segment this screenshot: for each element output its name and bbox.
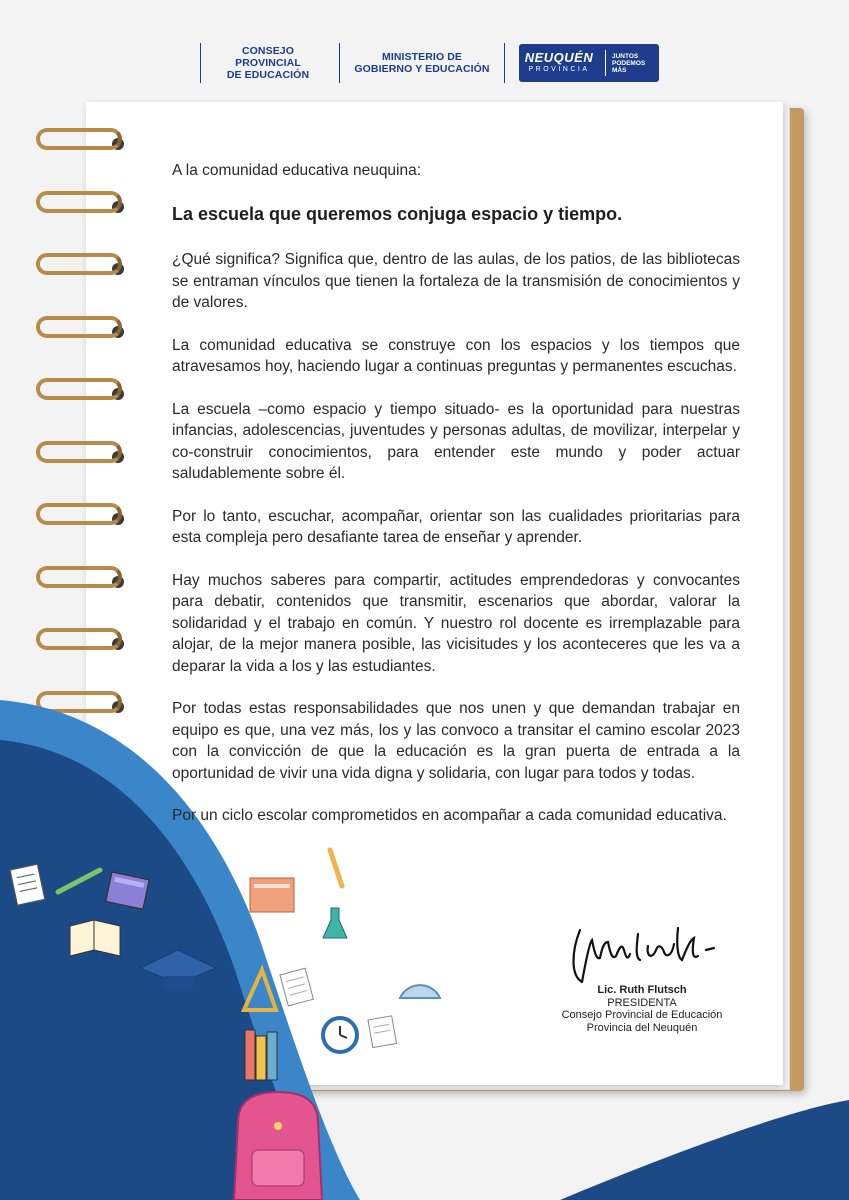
ring-loop (36, 253, 122, 275)
signer-role: PRESIDENTA (607, 996, 677, 1009)
spiral-ring (36, 253, 126, 283)
books-icon (245, 1030, 277, 1080)
spiral-ring (36, 316, 126, 346)
signer-org: Consejo Provincial de Educación (561, 1009, 723, 1021)
ring-loop (36, 628, 122, 650)
brand-slogan (612, 53, 645, 74)
spiral-ring (36, 441, 126, 471)
brand-sub: PROVINCIA (528, 66, 590, 73)
flask-icon (323, 908, 347, 938)
letter-title: La escuela que queremos conjuga espacio y tiempo. (172, 203, 623, 224)
paragraph: Por un ciclo escolar comprometidos en acompañar a cada comunidad educativa. (172, 807, 727, 824)
spiral-ring (36, 503, 126, 533)
slogan-line1: JUNTOS (612, 52, 639, 60)
letter-body (172, 160, 740, 848)
org1-line2: DE EDUCACIÓN (226, 69, 310, 81)
triangle-ruler-icon (244, 970, 276, 1010)
school-supplies-illustration (0, 820, 460, 1200)
slogan-line3: MÁS (612, 66, 627, 74)
book-icon (106, 872, 149, 909)
ring-loop (36, 378, 122, 400)
ring-loop (36, 566, 122, 588)
signer-province: Provincia del Neuquén (586, 1021, 698, 1034)
org2-line1: MINISTERIO DE (381, 51, 463, 63)
spiral-ring (36, 628, 126, 658)
spiral-ring (36, 128, 126, 158)
salutation: A la comunidad educativa neuquina: (172, 162, 422, 179)
spiral-ring (36, 191, 126, 221)
ring-loop (36, 191, 122, 213)
signature-block (552, 984, 732, 1034)
graduation-cap-icon (140, 950, 216, 988)
signer-name: Lic. Ruth Flutsch (597, 984, 687, 996)
pencil-icon (58, 870, 100, 892)
org2-line2: GOBIERNO Y EDUCACIÓN (354, 63, 490, 75)
brand-divider (605, 50, 606, 76)
ring-loop (36, 316, 122, 338)
ministerio-logo (340, 51, 504, 75)
ring-loop (36, 503, 122, 525)
notepad-icon (10, 864, 45, 905)
spiral-ring (36, 566, 126, 596)
backpack-icon (234, 1092, 322, 1200)
book-stack-icon (250, 878, 294, 912)
ring-loop (36, 128, 122, 150)
worksheet-icon (368, 1016, 396, 1048)
slogan-line2: PODEMOS (612, 59, 646, 67)
paragraph: La escuela –como espacio y tiempo situado- es la oportunidad para nuestras infancias, adolescencias, juventudes y personas adultas, de movilizar, interpelar y co-construir conocimientos, para entender este mundo y poder actuar saludablemente sobre él. (172, 400, 740, 482)
header-divider (504, 43, 505, 83)
org1-line1: CONSEJO PROVINCIAL (235, 45, 301, 69)
paragraph: Hay muchos saberes para compartir, actitudes emprendedoras y convocantes para debatir, contenidos que transmitir, escenarios que abordar, valorar la solidaridad y el trabajo en común. Y nuestro rol docente es irremplazable para alojar, de la mejor manera posible, las vicisitudes y los aconteceres que les va a deparar la vida a los y las estudiantes. (172, 571, 740, 675)
paragraph: Por todas estas responsabilidades que nos unen y que demandan trabajar en equipo es que, una vez más, los y las convoco a transitar el camino escolar 2023 con la convicción de que la educación es la gran puerta de entrada a la oportunidad de vivir una vida digna y solidaria, con lugar para todos y todas. (172, 700, 740, 782)
neuquen-brand-logo (519, 44, 659, 82)
consejo-provincial-logo (201, 45, 339, 81)
alarm-clock-icon (323, 1018, 357, 1052)
worksheet-icon (280, 968, 313, 1006)
open-book-icon (70, 920, 120, 956)
protractor-icon (400, 985, 440, 998)
brand-name: NEUQUÉN (524, 50, 594, 65)
paragraph: Por lo tanto, escuchar, acompañar, orientar son las cualidades prioritarias para esta compleja pero desafiante tarea de enseñar y aprender. (172, 507, 740, 546)
ring-loop (36, 441, 122, 463)
paragraph: ¿Qué significa? Significa que, dentro de las aulas, de los patios, de las bibliotecas se entraman vínculos que tienen la fortaleza de la transmisión de conocimientos y de valores. (172, 251, 740, 311)
handwritten-signature (568, 920, 728, 990)
paragraph: La comunidad educativa se construye con los espacios y los tiempos que atravesamos hoy, haciendo lugar a continuas preguntas y permanentes escuchas. (172, 336, 740, 375)
pencil-icon (330, 850, 342, 886)
spiral-ring (36, 378, 126, 408)
header-logos (200, 42, 659, 84)
